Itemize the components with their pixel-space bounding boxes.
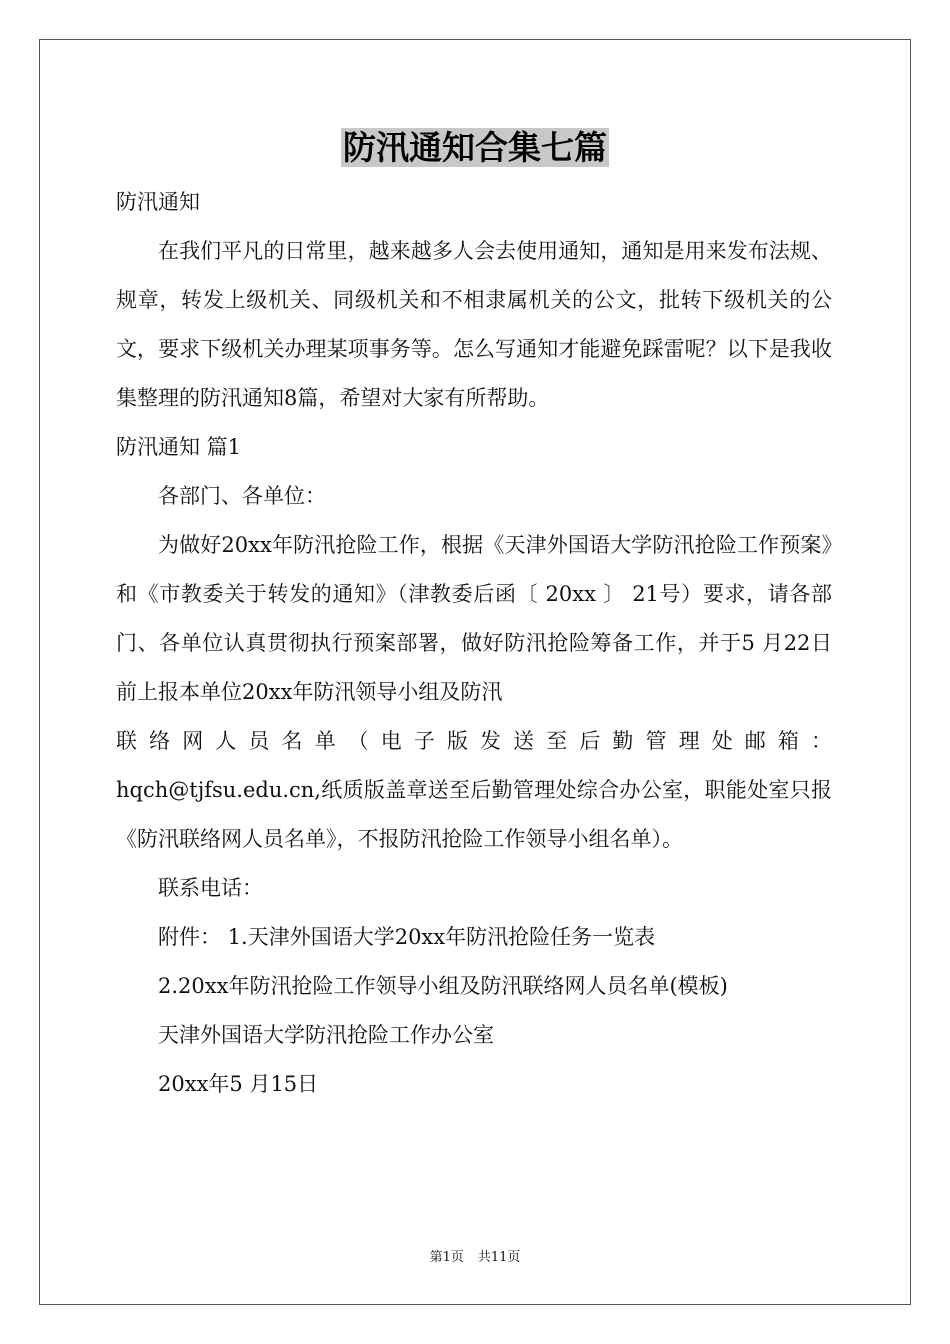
page-footer — [0, 1246, 950, 1265]
body-paragraph-b: 联络网人员名单（电子版发送至后勤管理处邮箱： — [116, 729, 832, 753]
page-number: 第1页 — [429, 1250, 464, 1265]
signature-org: 天津外国语大学防汛抢险工作办公室 — [158, 1023, 494, 1047]
signature-date: 20xx年5 月15日 — [158, 1072, 319, 1096]
document-title — [0, 126, 950, 170]
section-heading-intro: 防汛通知 — [116, 190, 200, 214]
intro-paragraph: 在我们平凡的日常里，越来越多人会去使用通知，通知是用来发布法规、规章，转发上级机关、同级机关和不相隶属机关的公文，批转下级机关的公文，要求下级机关办理某项事务等。怎么写通知才能避免踩雷呢？以下是我收集整理的防汛通知8篇，希望对大家有所帮助。 — [116, 239, 832, 410]
document-body — [116, 178, 832, 1109]
salutation: 各部门、各单位： — [158, 484, 326, 508]
attachment-1: 附件： 1.天津外国语大学20xx年防汛抢险任务一览表 — [158, 925, 656, 949]
contact-label: 联系电话： — [158, 876, 263, 900]
body-paragraph-a: 为做好20xx年防汛抢险工作，根据《天津外国语大学防汛抢险工作预案》和《市教委关于转发的通知》（津教委后函〔 20xx 〕 21号）要求，请各部门、各单位认真贯彻执行预案部署，做好防汛抢险筹备工作，并于5 月22日前上报本单位20xx年防汛领导小组及防汛 — [116, 533, 832, 704]
attachment-2: 2.20xx年防汛抢险工作领导小组及防汛联络网人员名单(模板) — [158, 974, 728, 998]
document-title-text: 防汛通知合集七篇 — [343, 128, 607, 167]
page-total: 共11页 — [477, 1250, 521, 1265]
section-heading-part1: 防汛通知 篇1 — [116, 435, 242, 459]
body-paragraph-c: hqch@tjfsu.edu.cn,纸质版盖章送至后勤管理处综合办公室，职能处室只报《防汛联络网人员名单》，不报防汛抢险工作领导小组名单）。 — [116, 778, 832, 851]
